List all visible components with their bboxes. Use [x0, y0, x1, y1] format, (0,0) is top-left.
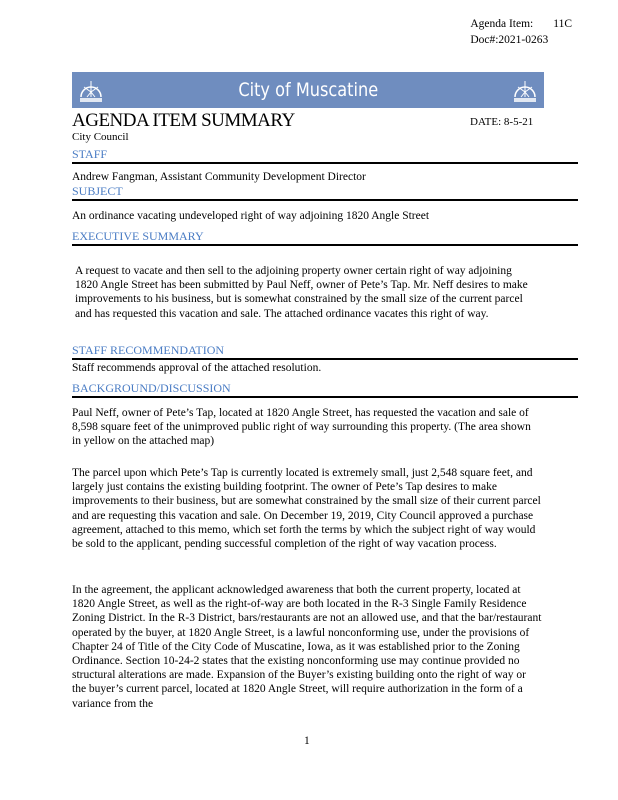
council-label: City Council [72, 131, 129, 143]
city-logo-icon [78, 75, 104, 105]
doc-number: Doc#:2021-0263 [470, 34, 549, 46]
background-paragraph: The parcel upon which Pete’s Tap is currently located is extremely small, just 2,548 square feet, and largely just contains the existing building footprint. The owner of Pete’s Tap desires to make improvements to their business, but are somewhat constrained by the small size of their current parcel and are requesting this vacation and sale. On December 19, 2019, City Council approved a purchase agreement, attached to this memo, which set forth the terms by which the subject right of way would be sold to the applicant, pending successful completion of the right of way vacation process. [72, 467, 541, 551]
doc-title: AGENDA ITEM SUMMARY [72, 110, 295, 131]
divider [72, 199, 578, 201]
subject-text: An ordinance vacating undeveloped right of way adjoining 1820 Angle Street [72, 210, 430, 222]
section-executive-summary: EXECUTIVE SUMMARY [72, 229, 204, 243]
doc-header [470, 16, 572, 48]
agenda-item-value: 11C [553, 18, 572, 30]
section-staff-recommendation: STAFF RECOMMENDATION [72, 343, 225, 357]
background-paragraph: In the agreement, the applicant acknowledged awareness that both the current property, located at 1820 Angle Street, as well as the right-of-way are both located in the R-3 Single Family Residence Zoning District. In the R-3 District, bars/restaurants are not an allowed use, and that the bar/restaurant operated by the buyer, at 1820 Angle Street, is a lawful nonconforming use, under the provisions of Chapter 24 of Title of the City Code of Muscatine, Iowa, as it was established prior to the Zoning Ordinance. Section 10-24-2 states that the existing nonconforming use may continue provided no structural alterations are made. Expansion of the Buyer’s existing building onto the right of way or the buyer’s current parcel, located at 1820 Angle Street, will require authorization in the form of a variance from the [72, 584, 542, 710]
page-number: 1 [304, 735, 310, 747]
divider [72, 244, 578, 246]
section-staff: STAFF [72, 147, 108, 161]
city-logo-icon [512, 75, 538, 105]
background-paragraph: Paul Neff, owner of Pete’s Tap, located at 1820 Angle Street, has requested the vacation and sale of 8,598 square feet of the unimproved public right of way surrounding this property. (The area shown in yellow on the attached map) [72, 407, 531, 448]
staff-text: Andrew Fangman, Assistant Community Development Director [72, 171, 366, 183]
recommendation-text: Staff recommends approval of the attached resolution. [72, 362, 322, 374]
section-background: BACKGROUND/DISCUSSION [72, 381, 231, 395]
agenda-item-label: Agenda Item: [470, 18, 534, 30]
divider [72, 358, 578, 360]
section-subject: SUBJECT [72, 184, 123, 198]
banner-title: City of Muscatine [238, 79, 378, 101]
city-banner [72, 72, 544, 108]
doc-date: DATE: 8-5-21 [470, 116, 534, 128]
executive-summary-text: A request to vacate and then sell to the adjoining property owner certain right of way adjoining 1820 Angle Street has been submitted by Paul Neff, owner of Pete’s Tap. Mr. Neff desires to make improvements to his business, but is somewhat constrained by the small size of the current parcel and has requested this vacation and sale. The attached ordinance vacates this right of way. [75, 265, 528, 320]
divider [72, 162, 578, 164]
divider [72, 396, 578, 398]
